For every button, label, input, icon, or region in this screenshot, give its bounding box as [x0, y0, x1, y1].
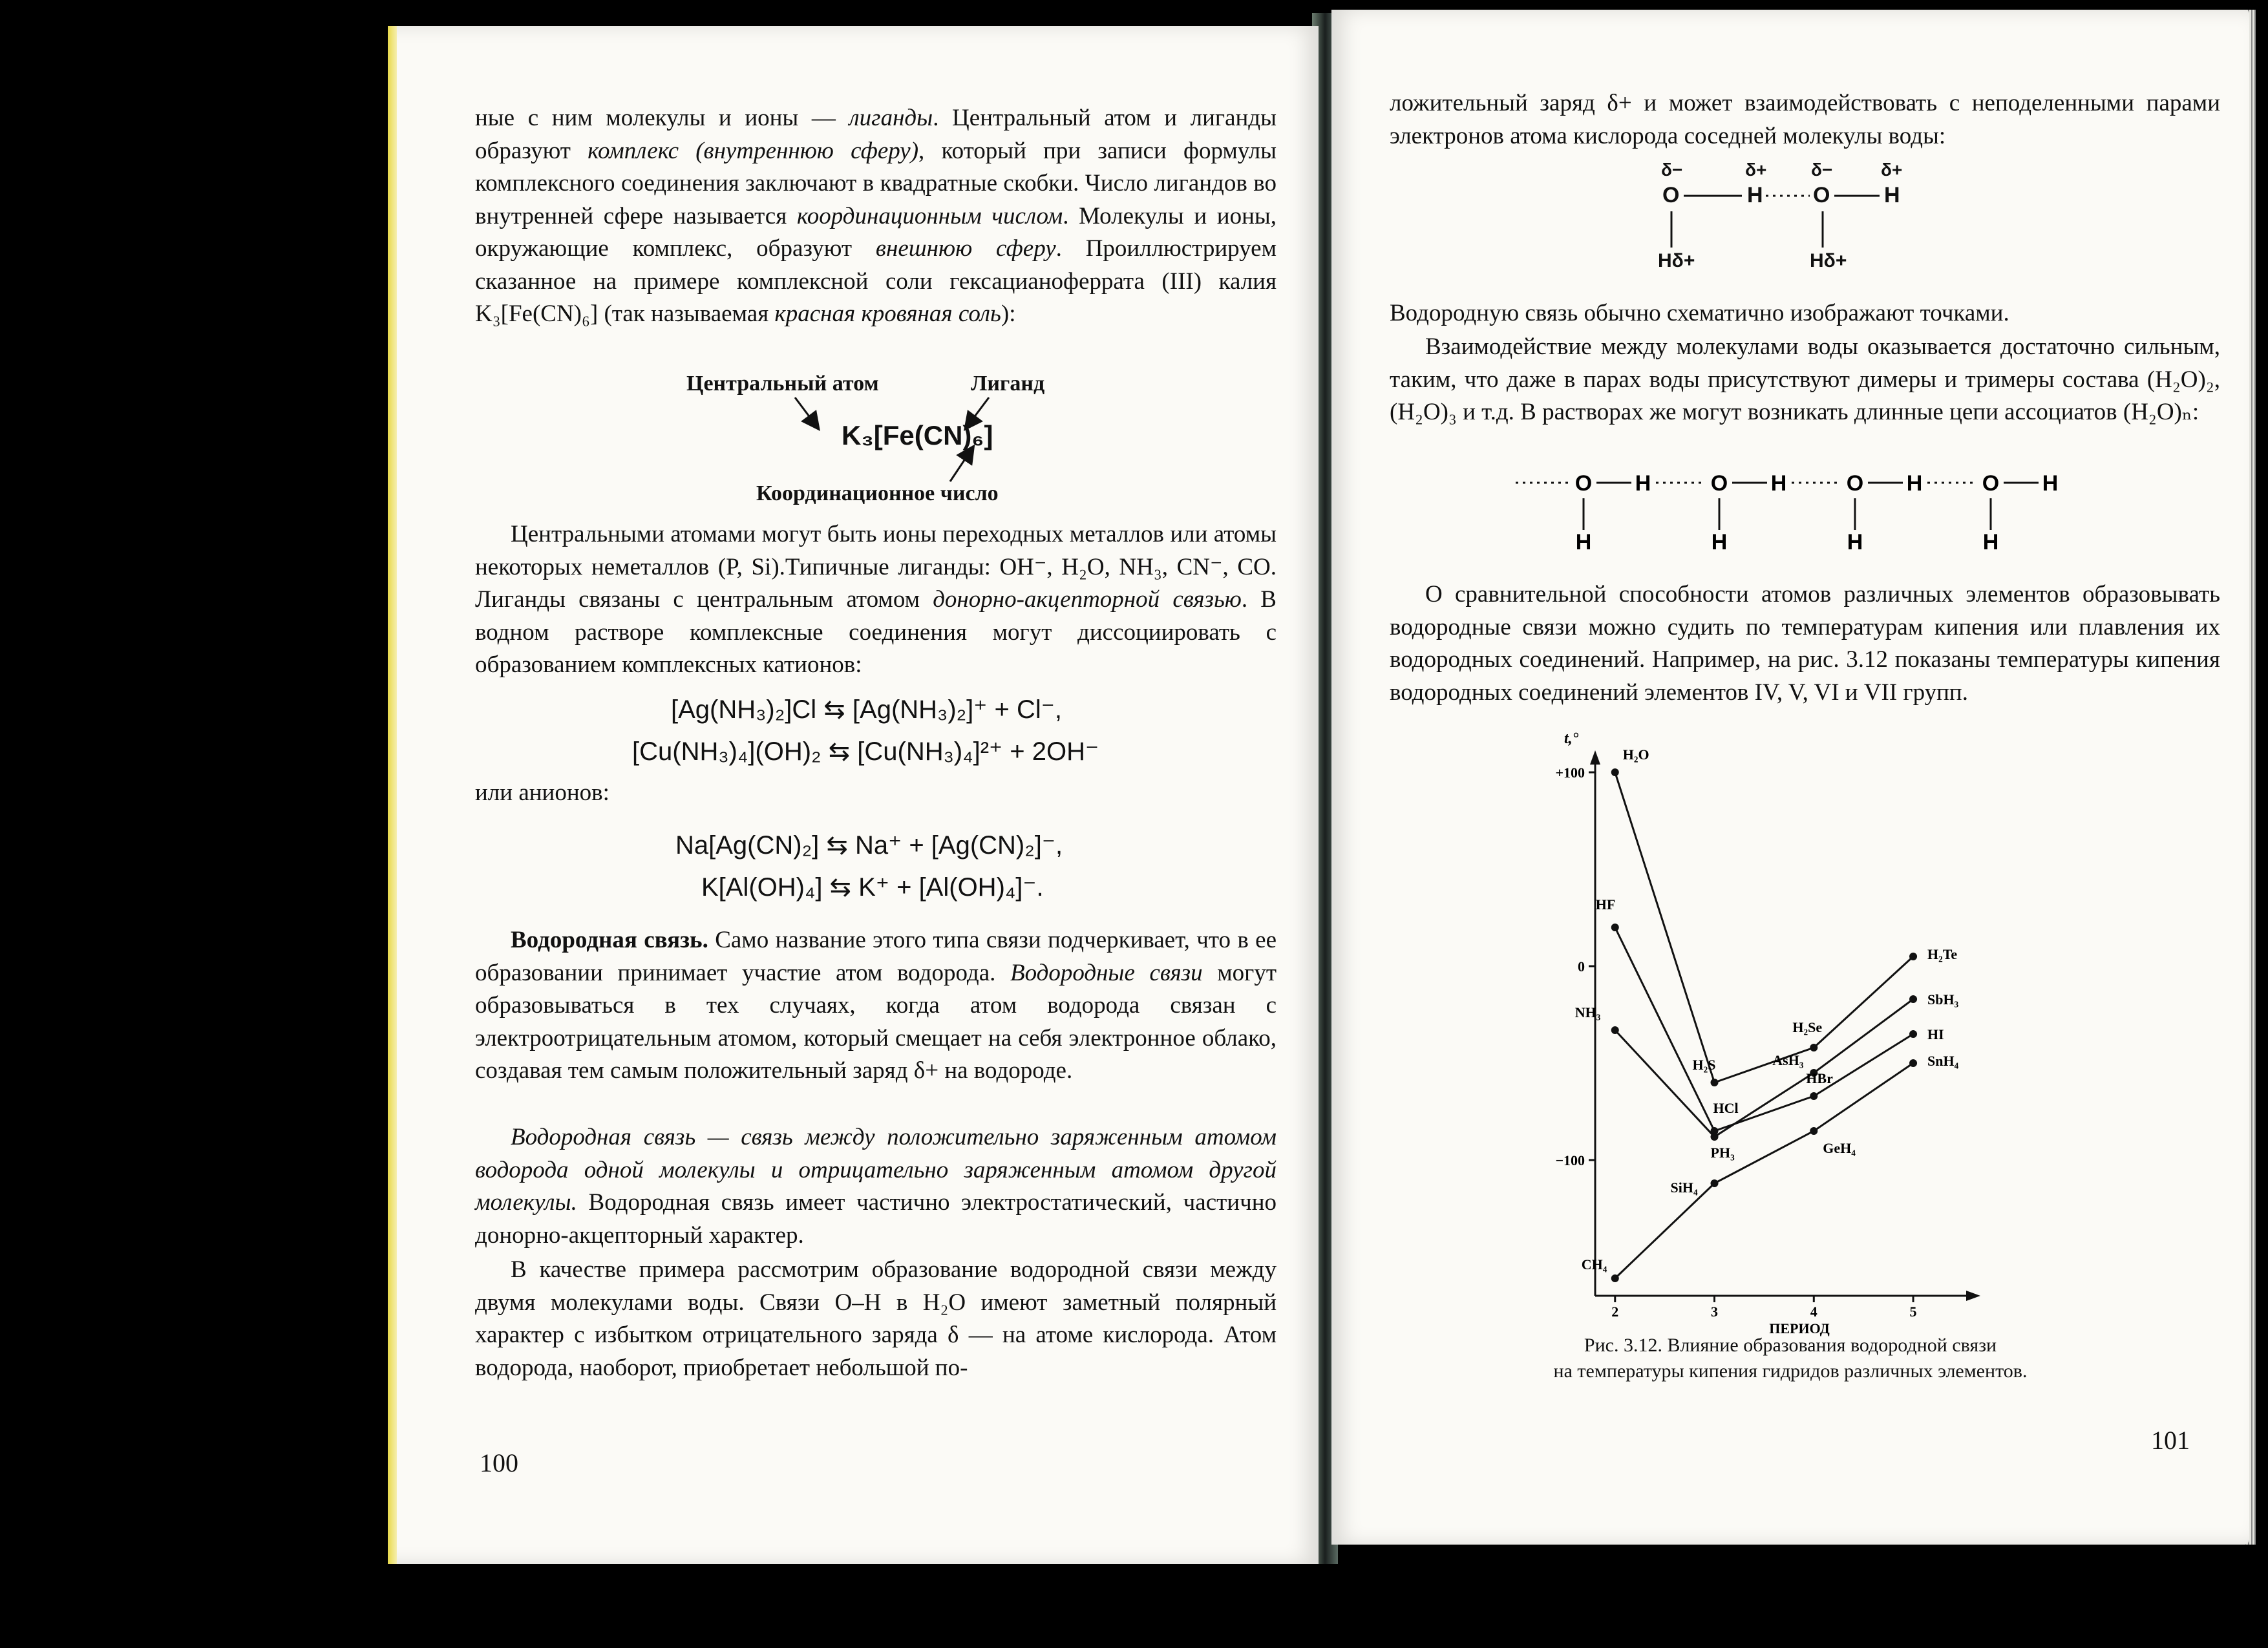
- series-line-3: [1615, 1063, 1913, 1278]
- data-point: [1810, 1044, 1818, 1051]
- point-label: PH₃: [1710, 1145, 1735, 1161]
- atom-h-2: H: [1884, 183, 1900, 207]
- point-label: NH₃: [1574, 1004, 1601, 1020]
- chain-atom-h: H: [2042, 471, 2059, 496]
- complex-formula: K₃[Fe(CN)₆]: [842, 420, 993, 450]
- left-paragraph-2: Центральными атомами могут быть ионы переходных металлов или атомы некоторых неметаллов (P, Si).Типичные лиганды: OH⁻, H₂O, NH₃, CN⁻, CO. Лиганды связаны с центральным атомом донорно-акцепторной связью. В водном растворе комплексные соединения могут диссоциировать с образованием комплексных катионов:: [475, 521, 1277, 678]
- point-label: GeH₄: [1823, 1140, 1856, 1156]
- point-label: H₂Se: [1792, 1019, 1823, 1035]
- left-paragraph-3: Водородная связь. Само название этого типа связи подчеркивает, что в ее образовании принимает участие атом водорода. Водородные связи могут образовываться в тех случаях, когда атом водорода связан с электроотрицательным атомом, который смещает на себя электронное облако, создавая тем самым положительный заряд δ+ на водороде.: [475, 927, 1277, 1084]
- point-label: HF: [1595, 896, 1616, 913]
- point-label: CH₄: [1581, 1256, 1607, 1273]
- point-label: SbH₃: [1927, 991, 1959, 1008]
- atom-o-1: O: [1662, 183, 1680, 207]
- x-axis-arrow: [1966, 1291, 1980, 1301]
- y-axis-arrow: [1590, 750, 1600, 765]
- x-tick-label: 2: [1611, 1304, 1619, 1320]
- chain-atom-h-bottom: H: [1711, 530, 1728, 555]
- chain-atom-o: O: [1710, 471, 1728, 496]
- boiling-point-chart: [1331, 10, 2249, 1431]
- chain-atom-h-bottom: H: [1982, 530, 1999, 555]
- atom-o-2: O: [1813, 183, 1830, 207]
- data-point: [1909, 953, 1917, 960]
- figure-caption-line-2: на температуры кипения гидридов различных элементов.: [1553, 1360, 2028, 1382]
- charge-2: δ+: [1745, 160, 1767, 180]
- data-point: [1711, 1079, 1719, 1086]
- x-tick-label: 5: [1909, 1304, 1917, 1320]
- chain-atom-h: H: [1635, 471, 1651, 496]
- label-ligand: Лиганд: [971, 372, 1045, 396]
- equation-1: [Ag(NH₃)₂]Cl ⇆ [Ag(NH₃)₂]⁺ + Cl⁻,: [671, 695, 1062, 724]
- data-point: [1611, 1026, 1619, 1034]
- chart-series-lines: [1615, 772, 1913, 1278]
- page-number-right: 101: [2151, 1426, 2190, 1455]
- figure-caption-line-1: Рис. 3.12. Влияние образования водородной связи: [1584, 1335, 1997, 1356]
- left-paragraph-4: Водородная связь — связь между положительно заряженным атомом водорода одной молекулы и отрицательно заряженным атомом другой молекулы. Водородная связь имеет частично электростатический, частично донорно-акцепторный характер.: [475, 1124, 1277, 1249]
- chart-points: [1611, 768, 1917, 1282]
- atom-h-bottom-1: Hδ+: [1658, 250, 1695, 271]
- right-paragraph-4: О сравнительной способности атомов различных элементов образовывать водородные связи можно судить по температурам кипения или плавления их водородных соединений. Например, на рис. 3.12 показаны температуры кипения водородных соединений элементов IV, V, VI и VII групп.: [1390, 581, 2220, 706]
- point-label: AsH₃: [1772, 1052, 1804, 1068]
- point-label: H₂Te: [1927, 946, 1958, 962]
- atom-h-1: H: [1747, 183, 1763, 207]
- equation-4: K[Al(OH)₄] ⇆ K⁺ + [Al(OH)₄]⁻.: [701, 873, 1044, 902]
- x-tick-label: 4: [1810, 1304, 1818, 1320]
- point-label: H₂S: [1692, 1057, 1716, 1073]
- right-paragraph-2: Водородную связь обычно схематично изображают точками.: [1390, 300, 2009, 326]
- right-paragraph-1: ложительный заряд δ+ и может взаимодействовать с неподеленными парами электронов атома кислорода соседней молекулы воды:: [1390, 90, 2220, 149]
- point-label: H₂O: [1622, 746, 1649, 763]
- charge-4: δ+: [1881, 160, 1903, 180]
- atom-h-bottom-2: Hδ+: [1810, 250, 1847, 271]
- y-tick-label: −100: [1555, 1152, 1585, 1168]
- data-point: [1810, 1092, 1818, 1100]
- point-label: SnH₄: [1927, 1053, 1959, 1069]
- x-tick-label: 3: [1711, 1304, 1719, 1320]
- chain-atom-h: H: [1906, 471, 1923, 496]
- page-number-left: 100: [480, 1448, 518, 1477]
- charge-1: δ−: [1661, 160, 1683, 180]
- chain-atom-o: O: [1574, 471, 1593, 496]
- series-line-0: [1615, 772, 1913, 1083]
- point-label: HBr: [1806, 1070, 1833, 1086]
- y-axis-label: t,°: [1564, 730, 1579, 747]
- chain-atom-h-bottom: H: [1847, 530, 1863, 555]
- data-point: [1909, 1030, 1917, 1038]
- series-line-1: [1615, 927, 1913, 1131]
- label-coordination-number: Координационное число: [756, 481, 999, 505]
- point-label: HCl: [1713, 1100, 1739, 1116]
- page-right: [1331, 10, 2249, 1545]
- label-central-atom: Центральный атом: [686, 372, 879, 396]
- data-point: [1909, 1059, 1917, 1067]
- y-tick-label: 0: [1578, 958, 1585, 975]
- left-paragraph-5: В качестве примера рассмотрим образование водородной связи между двумя молекулами воды. Связи O–H в H₂O имеют заметный полярный характер с избытком отрицательного заряда δ — на атоме кислорода. Атом водорода, наоборот, приобретает небольшой по-: [475, 1256, 1277, 1381]
- right-paragraph-3: Взаимодействие между молекулами воды оказывается достаточно сильным, таким, что даже в парах воды присутствуют димеры и тримеры состава (H₂O)₂, (H₂O)₃ и т.д. В растворах же могут возникать длинные цепи ассоциатов (H₂O)ₙ:: [1390, 333, 2220, 425]
- complex-arrows: [388, 26, 1319, 543]
- chain-atom-h: H: [1770, 471, 1787, 496]
- data-point: [1909, 995, 1917, 1003]
- data-point: [1711, 1179, 1719, 1187]
- data-point: [1611, 1274, 1619, 1282]
- data-point: [1810, 1127, 1818, 1135]
- equation-2: [Cu(NH₃)₄](OH)₂ ⇆ [Cu(NH₃)₄]²⁺ + 2OH⁻: [632, 737, 1099, 766]
- or-anions: или анионов:: [475, 779, 609, 806]
- chain-atom-o: O: [1982, 471, 2000, 496]
- x-axis-label: ПЕРИОД: [1769, 1320, 1830, 1336]
- left-paragraph-1: ные с ним молекулы и ионы — лиганды. Центральный атом и лиганды образуют комплекс (внутреннюю сферу), который при записи формулы комплексного соединения заключают в квадратные скобки. Число лигандов во внутренней сфере называется координационным числом. Молекулы и ионы, окружающие комплекс, образуют внешнюю сферу. Проиллюстрируем сказанное на примере комплексной соли гексацианоферрата (III) калия K₃[Fe(CN)₆] (так называемая красная кровяная соль):: [475, 105, 1277, 327]
- data-point: [1611, 924, 1619, 931]
- point-label: SiH₄: [1670, 1179, 1698, 1196]
- data-point: [1611, 768, 1619, 776]
- equation-3: Na[Ag(CN)₂] ⇆ Na⁺ + [Ag(CN)₂]⁻,: [675, 831, 1063, 860]
- chain-atom-h-bottom: H: [1575, 530, 1592, 555]
- data-point: [1711, 1133, 1719, 1141]
- y-tick-label: +100: [1555, 765, 1585, 781]
- chain-atom-o: O: [1846, 471, 1864, 496]
- point-label: HI: [1927, 1026, 1944, 1042]
- charge-3: δ−: [1811, 160, 1833, 180]
- page-left: [388, 26, 1319, 1564]
